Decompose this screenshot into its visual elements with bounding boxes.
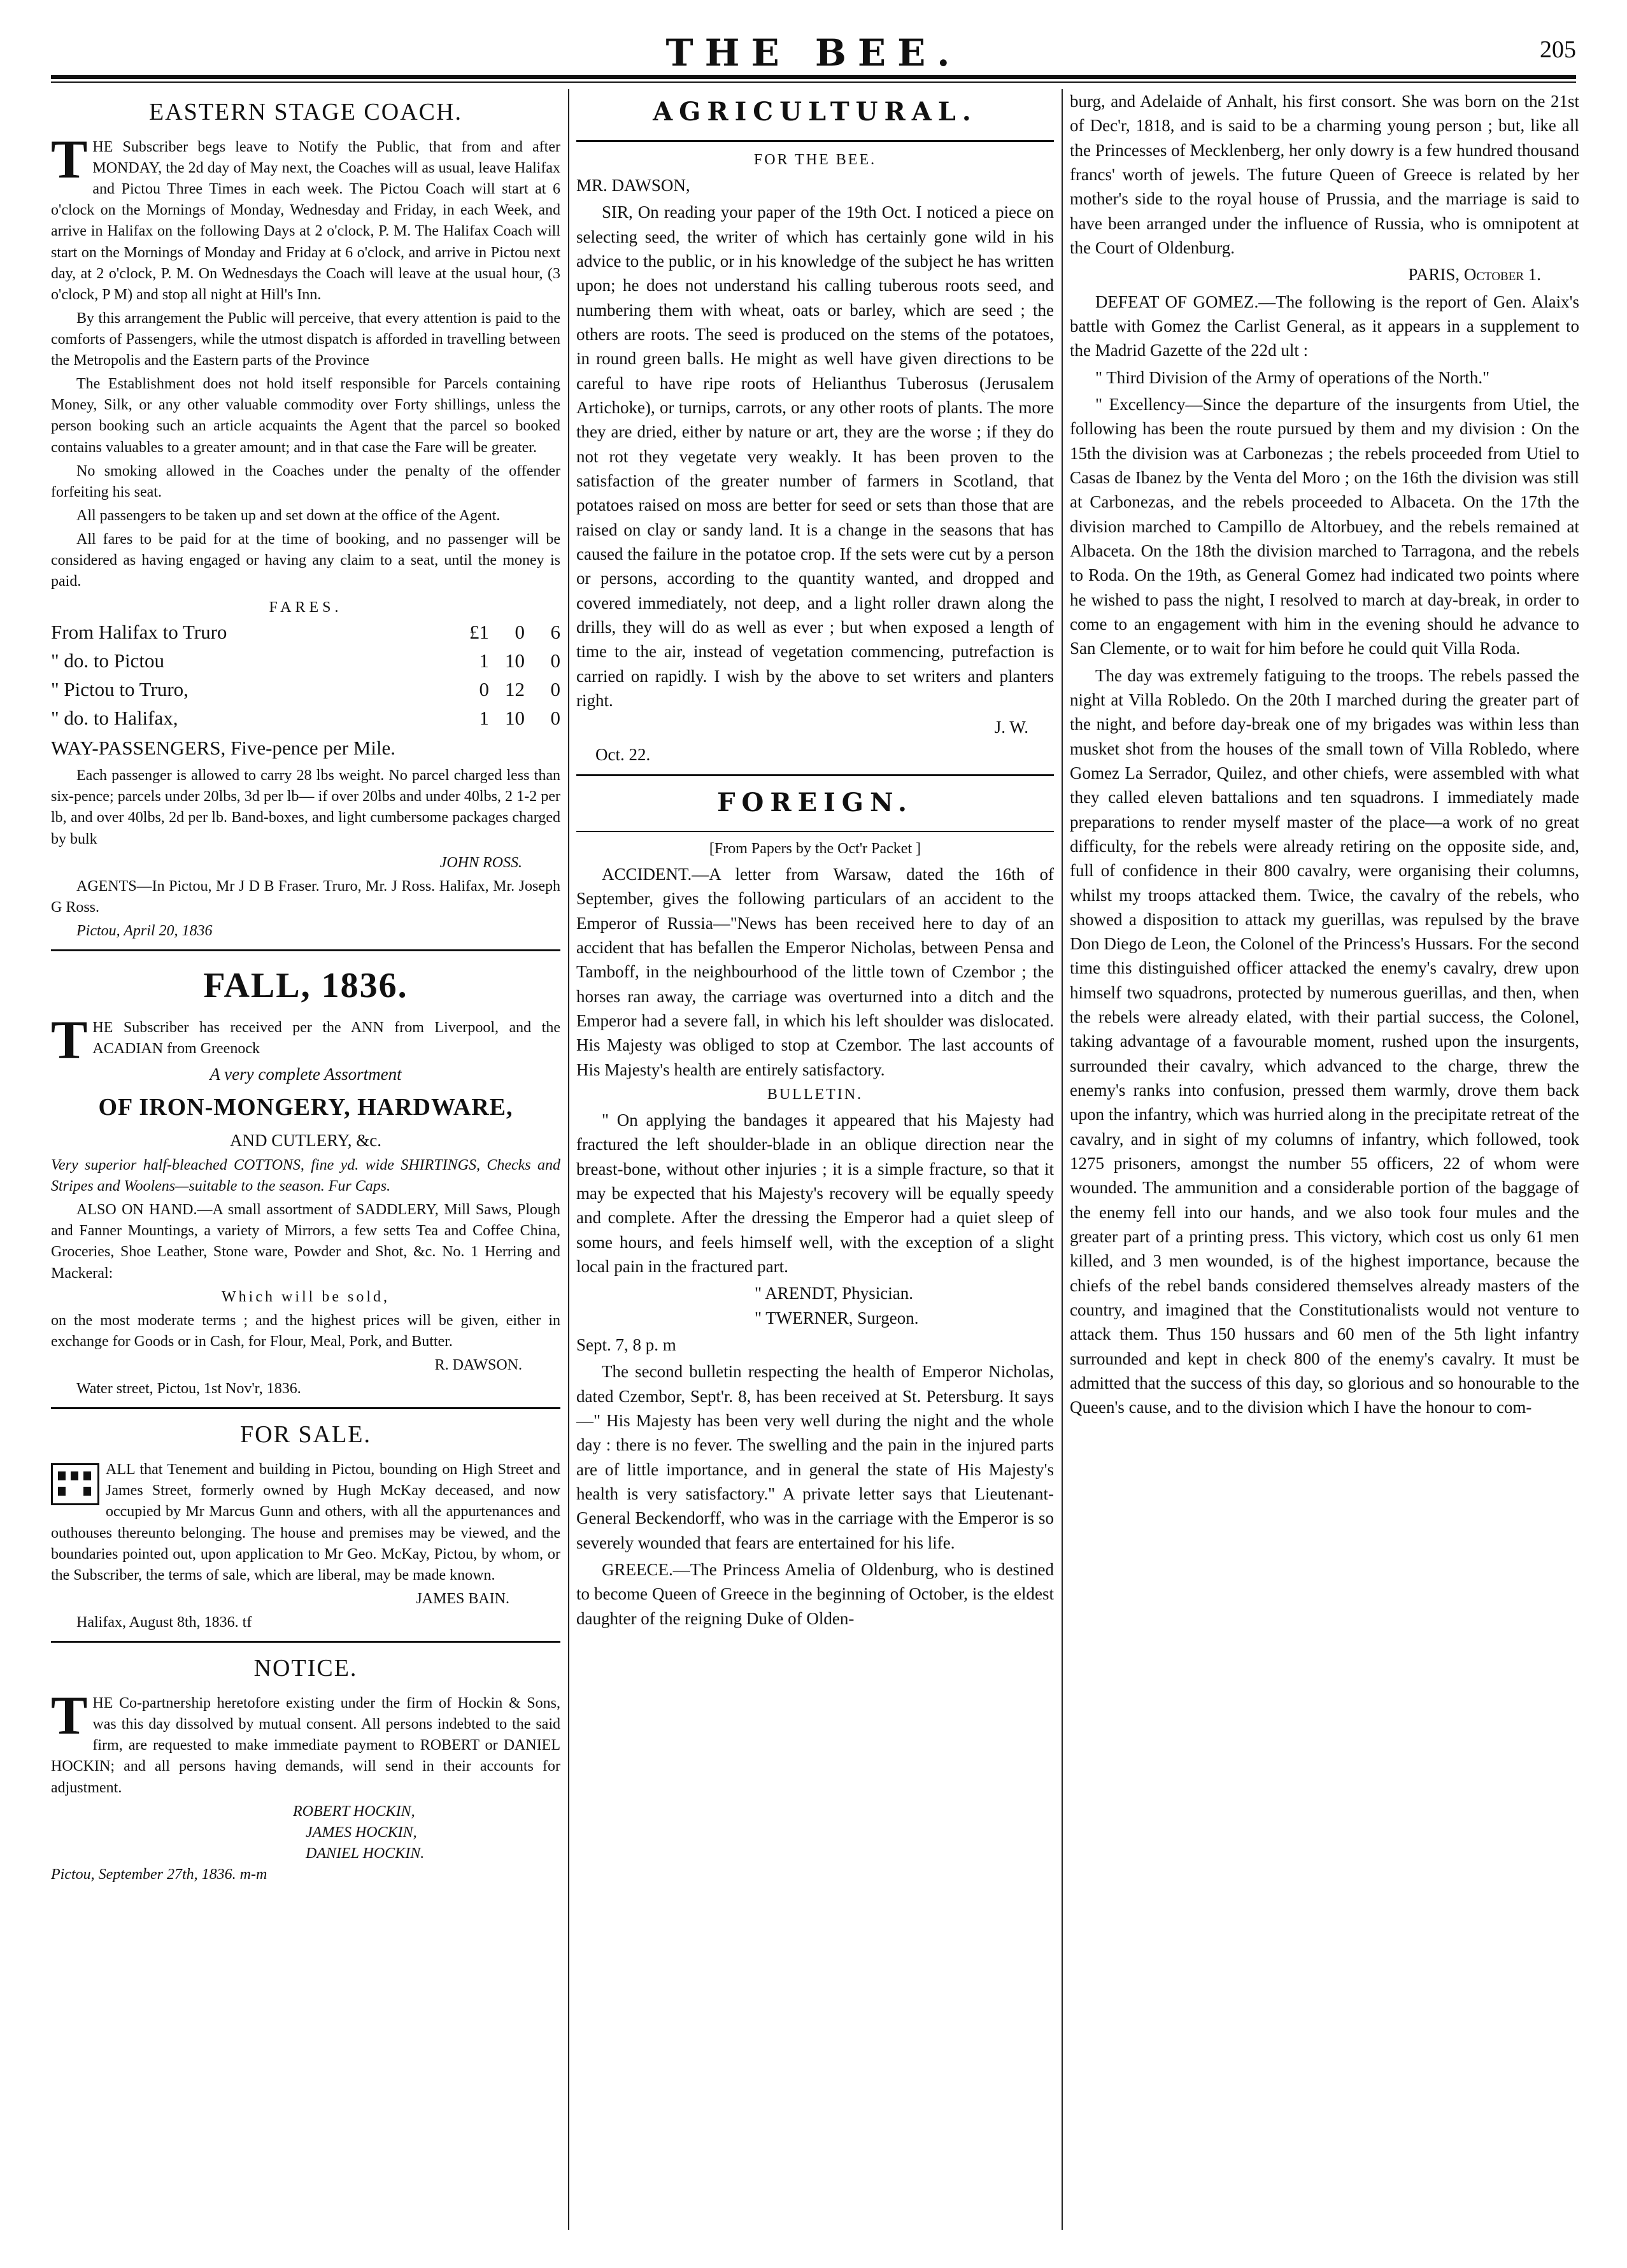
fall-cutlery: AND CUTLERY, &c.	[229, 1130, 381, 1150]
notice-signature: DANIEL HOCKIN.	[306, 1845, 425, 1862]
section-rule	[576, 831, 1054, 832]
column-rule	[1062, 89, 1063, 2230]
stage-coach-agents: AGENTS—In Pictou, Mr J D B Fraser. Truro, Mr. J Ross. Halifax, Mr. Joseph G Ross.	[51, 877, 560, 916]
stage-coach-paragraph: All passengers to be taken up and set down at the office of the Agent.	[76, 507, 501, 524]
notice-paragraph: THE Co-partnership heretofore existing under the firm of Hockin & Sons, was this day dissolved by mutual consent. All persons indebted to the said firm, are requested to make immediate payment to ROBERT or DANIEL HOCKIN; and all persons having demands, will send in their accounts for adjustment.	[51, 1685, 560, 1796]
house-icon	[51, 1463, 99, 1505]
agricultural-letter: SIR, On reading your paper of the 19th Oct. I noticed a piece on selecting seed, the writer of which has certainly gone wild in his advice to the public, or in his knowledge of the subject he has written upon; he does not understand his calling tuberous roots seed, and numbering them with wheat, oats or barley, which are seed ; the others are roots. The seed is produced on the stems of the potatoes, in round green balls. He might as well have given directions to be careful to have ripe roots of Helianthus Tuberosus (Jerusalem Artichoke), or turnips, carrots, or any other roots of plants. The more they are dried, either by nature or art, they are the worse ; if they do not rot they vegetate very weakly. It has been proven to the satisfaction of the greater number of farmers in Scotland, that potatoes raised on moss are better for seed or sets than those that are raised on clay or sandy land. It is a change in the seasons that has caused the failure in the potatoe crop. If the sets were cut by a person or persons, according to the quantity wanted, and dropped and covered immediately, not deep, and a light roller drawn along the drills, they will do as well as ever ; but when exposed a length of time to the air, instead of vegetation commencing, putrefaction is carried on rapidly. I wish by the above to set writers and planters right.	[576, 202, 1054, 710]
section-rule	[51, 949, 560, 951]
masthead-rule	[51, 75, 1576, 79]
stage-coach-dateline: Pictou, April 20, 1836	[76, 923, 213, 940]
column-1	[51, 89, 560, 2243]
fares-pence: 0	[550, 707, 560, 730]
bulletin-date: Sept. 7, 8 p. m	[576, 1335, 676, 1355]
column-rule	[568, 89, 569, 2230]
fares-shillings: 0	[515, 621, 525, 644]
letter-signature: J. W.	[994, 718, 1028, 737]
stage-coach-paragraph: No smoking allowed in the Coaches under the penalty of the offender forfeiting his seat.	[51, 462, 560, 500]
agricultural-section	[576, 93, 1054, 767]
stage-coach-paragraph: Each passenger is allowed to carry 28 lbs weight. No parcel charged less than six-pence; parcels under 20lbs, 3d per lb— if over 20lbs and under 40lbs, 2 1-2 per lb, and over 40lbs, 2d per lb. Band-boxes, and light cumbersome packages charged by bulk	[51, 767, 560, 847]
fall-signature: R. DAWSON.	[434, 1357, 522, 1373]
page-number: 205	[1540, 36, 1576, 63]
fares-title: FARES.	[269, 599, 343, 616]
section-rule	[51, 1407, 560, 1409]
foreign-paragraph: GREECE.—The Princess Amelia of Oldenburg, who is destined to become Queen of Greece in the beginning of October, is the eldest daughter of the reigning Duke of Olden-	[576, 1560, 1054, 1628]
fares-shillings: 12	[505, 678, 525, 701]
column-2	[576, 89, 1054, 2243]
fall-paragraph: ALSO ON HAND.—A small assortment of SADDLERY, Mill Saws, Plough and Fanner Mountings, a variety of Mirrors, a few setts Tea and Coffee China, Groceries, Shoe Leather, Stone ware, Powder and Shot, &c. No. 1 Herring and Mackeral:	[51, 1201, 560, 1282]
fall-heading: FALL, 1836.	[203, 966, 408, 1006]
stage-coach-heading: EASTERN STAGE COACH.	[149, 99, 462, 125]
salutation: MR. DAWSON,	[576, 176, 690, 195]
stage-coach-paragraph: By this arrangement the Public will perceive, that every attention is paid to the comforts of Passengers, while the utmost dispatch is afforded in travelling between the Metropolis and the Eastern parts of the Province	[51, 309, 560, 369]
fares-pounds: £1	[469, 621, 489, 644]
fares-route: " Pictou to Truro,	[51, 678, 188, 701]
fall-which-sold: Which will be sold,	[222, 1288, 390, 1305]
sale-dateline: Halifax, August 8th, 1836. tf	[76, 1613, 252, 1631]
notice-signature: ROBERT HOCKIN,	[293, 1803, 415, 1820]
sale-heading: FOR SALE.	[240, 1421, 371, 1449]
notice-signature: JAMES HOCKIN,	[306, 1824, 417, 1841]
foreign-paragraph: " On applying the bandages it appeared that his Majesty had fractured the left shoulder-blade in an oblique direction near the breast-bone, without other injuries ; it is a simple fracture, so that it may be expected that his Majesty's recovery will be equally speedy and complete. After the dressing the Emperor had a quiet sleep of some hours, and feels himself well, with the exception of a slight local pain in the fractured part.	[576, 1110, 1054, 1277]
stage-coach-advert	[51, 94, 560, 942]
fares-row	[51, 647, 560, 676]
fall-paragraph: on the most moderate terms ; and the highest prices will be given, either in exchange for Goods or in Cash, for Flour, Meal, Pork, and Butter.	[51, 1312, 560, 1350]
fall-advert	[51, 959, 560, 1400]
fares-table	[51, 618, 560, 733]
fall-paragraph: THE Subscriber has received per the ANN from Liverpool, and the ACADIAN from Greenock	[51, 1009, 560, 1071]
fares-shillings: 10	[505, 707, 525, 730]
stage-coach-paragraph: THE Subscriber begs leave to Notify the Public, that from and after MONDAY, the 2d day of May next, the Coaches will as usual, leave Halifax and Pictou Three Times in each week. The Pictou Coach will start at 6 o'clock on the Mornings of Monday, Wednesday and Friday, in each Week, and arrive in Halifax on the following Days at 2 o'clock, P. M. The Halifax Coach will start on the Mornings of Monday and Friday at 6 o'clock, and arrive in Pictou next day, at 2 o'clock, P. M. On Wednesdays the Coach will leave at the usual hour, (3 o'clock, P M) and stop all night at Hill's Inn.	[51, 129, 560, 303]
news-dateline: PARIS, October 1.	[1408, 265, 1541, 285]
section-rule	[576, 140, 1054, 142]
fares-pence: 6	[550, 621, 560, 644]
foreign-section	[576, 784, 1054, 1631]
section-rule	[51, 1641, 560, 1643]
fares-pounds: 0	[479, 678, 489, 701]
news-paragraph: " Third Division of the Army of operations of the North."	[1095, 367, 1490, 387]
fares-pounds: 1	[479, 649, 489, 672]
notice-advert	[51, 1650, 560, 1885]
fares-pence: 0	[550, 649, 560, 672]
stage-coach-paragraph: All fares to be paid for at the time of booking, and no passenger will be considered as having engaged or having any claim to a seat, until the money is paid.	[51, 530, 560, 590]
fares-row	[51, 676, 560, 704]
news-paragraph: DEFEAT OF GOMEZ.—The following is the report of Gen. Alaix's battle with Gomez the Carlist General, as it appears in a supplement to the Madrid Gazette of the 22d ult :	[1070, 292, 1579, 360]
fall-assortment: A very complete Assortment	[210, 1065, 402, 1084]
notice-heading: NOTICE.	[253, 1655, 358, 1682]
bulletin-signature: " ARENDT, Physician.	[755, 1284, 914, 1303]
bulletin-signature: " TWERNER, Surgeon.	[755, 1308, 919, 1328]
fares-shillings: 10	[505, 649, 525, 672]
newspaper-title: THE BEE.	[665, 31, 962, 74]
stage-coach-paragraph: The Establishment does not hold itself responsible for Parcels containing Money, Silk, or any other valuable commodity over Forty shillings, unless the person booking such an article acquaints the Agent that the parcel so booked contains valuables to a greater amount; and in that case the Fare will be greater.	[51, 376, 560, 456]
fares-row	[51, 618, 560, 647]
foreign-heading: FOREIGN.	[717, 787, 913, 818]
column-3	[1070, 89, 1579, 2243]
stage-coach-signature: JOHN ROSS.	[439, 854, 522, 871]
news-paragraph: " Excellency—Since the departure of the insurgents from Utiel, the following has been the route pursued by them and my division : On the 15th the division was at Carbonezas ; the rebels proceeded from Utiel to Casas de Ibanez by the Venta del Moro ; on the 16th the division was still at Carbonezas, and the rebels proceeded to Albaceta. On the 17th the division marched to Campillo de Altorbuey, and the rebels remained at Albaceta. On the 18th the division marched to Tarragona, and the rebels to Roda. On the 19th, as General Gomez had indicated two points where he wished to pass the night, I resolved to march at day-break, in order to come to an engagement with him in the evening should he advance to San Clemente, or to wait for him before he could quit Villa Roda.	[1070, 394, 1579, 658]
way-passengers: WAY-PASSENGERS, Five-pence per Mile.	[51, 737, 396, 760]
section-rule	[576, 774, 1054, 776]
sale-signature: JAMES BAIN.	[416, 1590, 509, 1607]
masthead	[51, 25, 1576, 76]
fares-route: " do. to Pictou	[51, 649, 164, 672]
fares-row	[51, 704, 560, 733]
fall-paragraph: Very superior half-bleached COTTONS, fine yd. wide SHIRTINGS, Checks and Stripes and Woolens—suitable to the season. Fur Caps.	[51, 1157, 560, 1195]
bulletin-label: BULLETIN.	[767, 1086, 863, 1103]
foreign-source: [From Papers by the Oct'r Packet ]	[709, 840, 921, 857]
news-paragraph: The day was extremely fatiguing to the troops. The rebels passed the night at Villa Robledo. On the 20th I marched during the greater part of the night, and before day-break one of my brigades was within less than musket shot from the houses of the small town of Villa Robledo, where Gomez La Serrador, Quilez, and other chiefs, were assembled with what they called eleven battalions and ten squadrons. I immediately made preparations to render myself master of the place—a work of no great difficulty, for the rebels were already retiring on the opposite side, and, full of confidence in their 800 cavalry, were organising their columns, whilst my troops attacked them. Twice, the cavalry of the rebels, who showed a disposition to attack my guerillas, was repulsed by the brave Don Diego de Leon, the Colonel of the Princess's Hussars. For the second time this distinguished officer attacked the enemy's cavalry, drew upon himself two squadrons, protected by numerous guerillas, and then, when the rebels were already elated, with their partial success, the Colonel, taking advantage of a favourable moment, rushed upon the insurgents, surrounded their cavalry, which advanced to the charge, threw the enemy's ranks into confusion, pressed them warmly, drove them back upon the infantry, which was hurried along in the precipitate retreat of the cavalry, and in sight of my columns of infantry, which followed, took 1275 prisoners, amongst the number 55 officers, 22 of whom were wounded. The ammunition and a considerable portion of the baggage of the enemy fell into our hands, and we also took four mules and the greater part of a printing press. This victory, which cost us only 61 men killed, and 3 men wounded, is of the highest importance, because the chiefs of the rebel bands considered themselves already masters of the country, and imagined that the Constitutionalists would not venture to attack them. Thus 150 hussars and 60 men of the 5th light infantry surrounded and kept in check 800 of the enemy's cavalry. It must be admitted that the success of this day, so glorious and so honourable to the Queen's cause, and to the division which I have the honour to com-	[1070, 665, 1579, 1417]
for-the-bee: FOR THE BEE.	[753, 152, 877, 168]
masthead-rule-thin	[51, 82, 1576, 83]
fares-route: From Halifax to Truro	[51, 621, 227, 644]
letter-date: Oct. 22.	[595, 744, 651, 764]
sale-paragraph: ALL that Tenement and building in Pictou, bounding on High Street and James Street, formerly owned by Hugh McKay deceased, and now occupied by Mr Marcus Gunn and others, with all the appurtenances and outhouses thereunto belonging. The house and premises may be viewed, and the boundaries pointed out, upon application to Mr Geo. McKay, Pictou, by whom, or the Subscriber, the terms of sale, which are liberal, may be made known.	[51, 1461, 560, 1584]
fall-ironmongery: OF IRON-MONGERY, HARDWARE,	[98, 1093, 513, 1121]
fares-pounds: 1	[479, 707, 489, 730]
fall-dateline: Water street, Pictou, 1st Nov'r, 1836.	[76, 1380, 301, 1398]
foreign-paragraph: ACCIDENT.—A letter from Warsaw, dated the 16th of September, gives the following particulars of an accident to the Emperor of Russia—"News has been received here to day of an accident that has befallen the Emperor Nicholas, between Pensa and Tamboff, in the neighbourhood of the little town of Czembor ; the horses ran away, the carriage was overturned into a ditch and the Emperor had a severe fall, in which his left shoulder was dislocated. His Majesty was obliged to stop at Czembor. The last accounts of His Majesty's health are entirely satisfactory.	[576, 865, 1054, 1079]
sale-advert	[51, 1417, 560, 1633]
news-paragraph: burg, and Adelaide of Anhalt, his first consort. She was born on the 21st of Dec'r, 1818, and is said to be a charming young person ; but, like all the Princesses of Mecklenberg, her only dowry is a few hundred thousand francs' worth of jewels. The future Queen of Greece is related by her mother's side to the royal house of Prussia, and the marriage is said to have been arranged under the influence of Russia, who is omnipotent at the Court of Oldenburg.	[1070, 92, 1579, 257]
fares-pence: 0	[550, 678, 560, 701]
agricultural-heading: AGRICULTURAL.	[653, 97, 977, 127]
foreign-paragraph: The second bulletin respecting the health of Emperor Nicholas, dated Czembor, Sept'r. 8, has been received at St. Petersburg. It says—" His Majesty has been very well during the night and the whole day : there is no fever. The swelling and the pain in the injured parts are of little importance, and in general the state of His Majesty's health is very satisfactory." A private letter says that Lieutenant-General Beckendorff, who was in the carriage with the Emperor is so severely wounded that fears are entertained for his life.	[576, 1362, 1054, 1552]
fares-route: " do. to Halifax,	[51, 707, 178, 730]
notice-dateline: Pictou, September 27th, 1836. m-m	[51, 1866, 267, 1883]
